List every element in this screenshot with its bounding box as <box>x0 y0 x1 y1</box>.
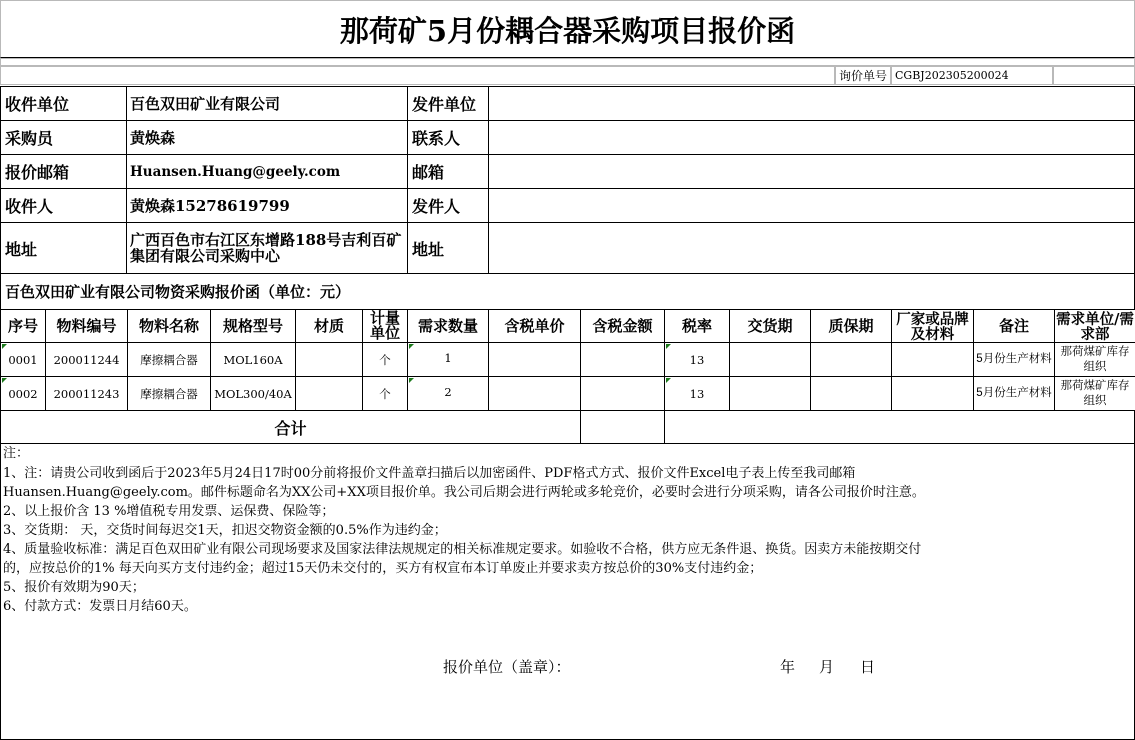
total-rest <box>664 410 1135 444</box>
cell-marker-icon <box>666 344 671 349</box>
header-col-price: 含税单价 <box>488 309 581 343</box>
header-col-warranty: 质保期 <box>810 309 892 343</box>
email2-label: 邮箱 <box>407 154 489 189</box>
table-cell-code: 200011243 <box>45 376 128 411</box>
note-line: 6、付款方式：发票日月结60天。 <box>3 599 197 614</box>
header-col-dept: 需求单位/需求部 <box>1054 309 1135 343</box>
address2-label: 地址 <box>407 222 489 274</box>
table-cell-price[interactable] <box>488 342 581 377</box>
table-cell-unit: 个 <box>362 342 408 377</box>
cell-marker-icon <box>666 378 671 383</box>
header-col-material: 材质 <box>295 309 363 343</box>
table-cell-price[interactable] <box>488 376 581 411</box>
table-cell-warranty[interactable] <box>810 342 892 377</box>
note-line: 5、报价有效期为90天； <box>3 580 145 595</box>
sender-value <box>488 188 1135 223</box>
table-cell-name: 摩擦耦合器 <box>127 376 211 411</box>
header-col-delivery: 交货期 <box>729 309 811 343</box>
cell-marker-icon <box>409 344 414 349</box>
note-line: 4、质量验收标准：满足百色双田矿业有限公司现场要求及国家法律法规规定的相关标准规定要求。如验收不合格，供方应无条件退、换货。因卖方未能按期交付 <box>3 542 922 557</box>
table-cell-amount[interactable] <box>580 376 665 411</box>
total-label: 合计 <box>0 410 581 444</box>
table-cell-remark: 5月份生产材料 <box>973 376 1055 411</box>
table-cell-qty: 2 <box>407 376 489 411</box>
recipient-label: 收件人 <box>0 188 127 223</box>
table-cell-delivery[interactable] <box>729 342 811 377</box>
header-col-tax: 税率 <box>664 309 730 343</box>
header-col-qty: 需求数量 <box>407 309 489 343</box>
table-cell-material[interactable] <box>295 342 363 377</box>
cell-marker-icon <box>2 378 7 383</box>
table-cell-brand[interactable] <box>891 342 974 377</box>
table-cell-spec: MOL300/40A <box>210 376 296 411</box>
cell-marker-icon <box>2 344 7 349</box>
signature-unit-label: 报价单位（盖章）： <box>443 658 571 676</box>
receiver-unit-label: 收件单位 <box>0 86 127 121</box>
table-cell-dept: 那荷煤矿库存组织 <box>1054 376 1135 411</box>
table-cell-dept: 那荷煤矿库存组织 <box>1054 342 1135 377</box>
table-cell-remark: 5月份生产材料 <box>973 342 1055 377</box>
header-col-spec: 规格型号 <box>210 309 296 343</box>
table-cell-spec: MOL160A <box>210 342 296 377</box>
note-line: 注： <box>3 446 30 461</box>
table-cell-brand[interactable] <box>891 376 974 411</box>
buyer-label: 采购员 <box>0 120 127 155</box>
total-amount <box>580 410 665 444</box>
note-line: 的，应按总价的1% 每天向买方支付违约金；超过15天仍未交付的，买方有权宣布本订单废止并要求卖方按总价的30%支付违约金； <box>3 561 763 576</box>
table-cell-qty: 1 <box>407 342 489 377</box>
signature-month: 月 <box>819 658 835 676</box>
contact-value <box>488 120 1135 155</box>
table-cell-no: 0002 <box>0 376 46 411</box>
table-cell-code: 200011244 <box>45 342 128 377</box>
signature-year: 年 <box>780 658 796 676</box>
table-cell-tax: 13 <box>664 376 730 411</box>
blank-row <box>0 58 1135 66</box>
header-col-remark: 备注 <box>973 309 1055 343</box>
cell-marker-icon <box>409 378 414 383</box>
address-value: 广西百色市右江区东增路188号吉利百矿集团有限公司采购中心 <box>126 222 408 274</box>
note-line: 3、交货期： 天，交货时间每迟交1天，扣迟交物资金额的0.5%作为违约金； <box>3 523 447 538</box>
inquiry-number: CGBJ202305200024 <box>891 66 1053 85</box>
header-col-unit: 计量单位 <box>362 309 408 343</box>
table-cell-no: 0001 <box>0 342 46 377</box>
note-line: Huansen.Huang@geely.com。邮件标题命名为XX公司+XX项目报价单。我公司后期会进行两轮或多轮竞价，必要时会进行分项采购，请各公司报价时注意。 <box>3 485 925 500</box>
address-label: 地址 <box>0 222 127 274</box>
table-cell-tax: 13 <box>664 342 730 377</box>
recipient-value: 黄焕森15278619799 <box>126 188 408 223</box>
table-subtitle: 百色双田矿业有限公司物资采购报价函（单位：元） <box>0 273 1135 310</box>
buyer-value: 黄焕森 <box>126 120 408 155</box>
table-cell-delivery[interactable] <box>729 376 811 411</box>
email-label: 报价邮箱 <box>0 154 127 189</box>
inquiry-row <box>0 66 835 85</box>
header-col-brand: 厂家或品牌及材料 <box>891 309 974 343</box>
header-col-amount: 含税金额 <box>580 309 665 343</box>
receiver-unit-value: 百色双田矿业有限公司 <box>126 86 408 121</box>
email2-value <box>488 154 1135 189</box>
sender-unit-label: 发件单位 <box>407 86 489 121</box>
page-title: 那荷矿5月份耦合器采购项目报价函 <box>0 0 1135 58</box>
header-col-no: 序号 <box>0 309 46 343</box>
sender-label: 发件人 <box>407 188 489 223</box>
table-cell-name: 摩擦耦合器 <box>127 342 211 377</box>
sender-unit-value <box>488 86 1135 121</box>
signature-day: 日 <box>860 658 876 676</box>
table-cell-amount[interactable] <box>580 342 665 377</box>
table-cell-warranty[interactable] <box>810 376 892 411</box>
inquiry-row-end <box>1053 66 1135 85</box>
contact-label: 联系人 <box>407 120 489 155</box>
note-line: 1、注：请贵公司收到函后于2023年5月24日17时00分前将报价文件盖章扫描后以加密函件、PDF格式方式、报价文件Excel电子表上传至我司邮箱 <box>3 466 856 481</box>
table-cell-material[interactable] <box>295 376 363 411</box>
address2-value <box>488 222 1135 274</box>
inquiry-label: 询价单号 <box>835 66 891 85</box>
email-value: Huansen.Huang@geely.com <box>126 154 408 189</box>
note-line: 2、以上报价含 13 %增值税专用发票、运保费、保险等； <box>3 504 335 519</box>
header-col-name: 物料名称 <box>127 309 211 343</box>
header-col-code: 物料编号 <box>45 309 128 343</box>
table-cell-unit: 个 <box>362 376 408 411</box>
